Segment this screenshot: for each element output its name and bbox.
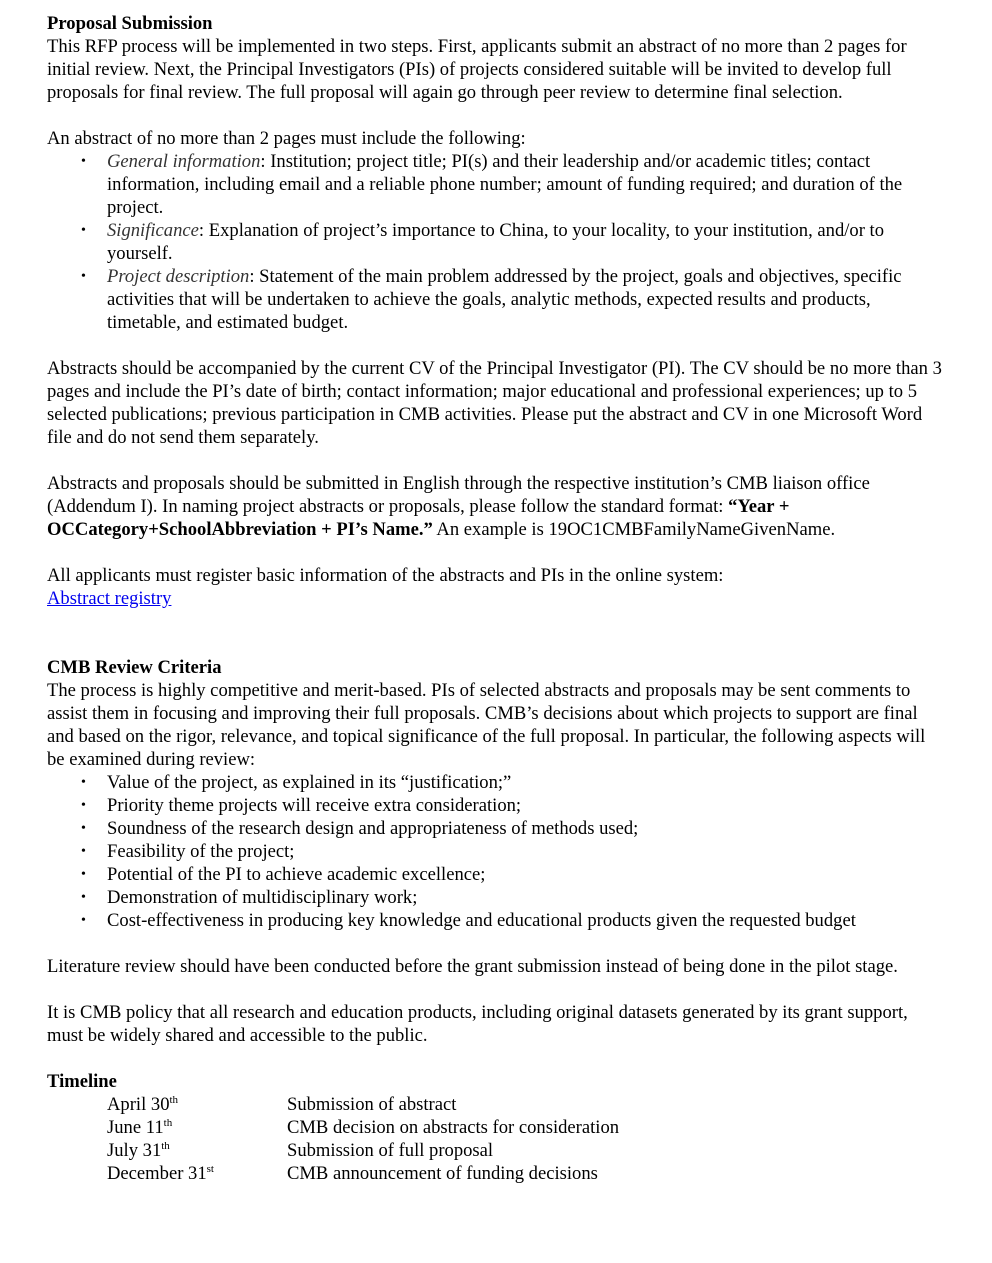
timeline-date: June 11th	[107, 1116, 173, 1138]
timeline-row	[47, 1139, 947, 1162]
list-item-term: Project description	[107, 266, 250, 287]
timeline-row	[47, 1162, 947, 1185]
review-intro: The process is highly competitive and merit-based. PIs of selected abstracts and proposals may be sent comments to assist them in focusing and improving their full proposals. CMB’s decisions about which projects to support are final and based on the rigor, relevance, and topical significance of the full proposal. In particular, the following aspects will be examined during review:	[47, 680, 926, 770]
abstract-requirements-list	[47, 150, 947, 334]
timeline-table	[47, 1093, 947, 1185]
timeline-date: July 31th	[107, 1139, 170, 1161]
document-page	[47, 12, 947, 1185]
abstract-registry-link[interactable]: Abstract registry	[47, 588, 172, 609]
list-item: • Cost-effectiveness in producing key knowledge and educational products given the requested budget	[47, 909, 947, 932]
timeline-date: December 31st	[107, 1162, 214, 1184]
list-item: • Priority theme projects will receive extra consideration;	[47, 794, 947, 817]
timeline-event: Submission of full proposal	[287, 1140, 494, 1161]
list-item: • Soundness of the research design and appropriateness of methods used;	[47, 817, 947, 840]
list-item: • Feasibility of the project;	[47, 840, 947, 863]
list-item-term: General information	[107, 151, 261, 172]
policy-paragraph: It is CMB policy that all research and education products, including original datasets generated by its grant support, must be widely shared and accessible to the public.	[47, 1002, 908, 1046]
cv-paragraph: Abstracts should be accompanied by the current CV of the Principal Investigator (PI). The CV should be no more than 3 pages and include the PI’s date of birth; contact information; major educational and professional experiences; up to 5 selected publications; previous participation in CMB activities. Please put the abstract and CV in one Microsoft Word file and do not send them separately.	[47, 358, 942, 448]
literature-paragraph: Literature review should have been conducted before the grant submission instead of being done in the pilot stage.	[47, 956, 898, 977]
list-item	[47, 265, 947, 334]
proposal-intro: This RFP process will be implemented in two steps. First, applicants submit an abstract of no more than 2 pages for initial review. Next, the Principal Investigators (PIs) of projects considered suitable will be invited to develop full proposals for final review. The full proposal will again go through peer review to determine final selection.	[47, 36, 907, 103]
abstract-lead: An abstract of no more than 2 pages must include the following:	[47, 128, 526, 149]
list-item	[47, 219, 947, 265]
list-item-text: : Statement of the main problem addressed by the project, goals and objectives, specific activities that will be undertaken to achieve the goals, analytic methods, expected results and products, timetable, and estimated budget.	[107, 266, 902, 333]
list-item: • Potential of the PI to achieve academic excellence;	[47, 863, 947, 886]
list-item	[47, 150, 947, 219]
list-item-text: : Institution; project title; PI(s) and their leadership and/or academic titles; contact information, including email and a reliable phone number; amount of funding required; and duration of the project.	[107, 151, 903, 218]
timeline-event: Submission of abstract	[287, 1094, 457, 1115]
list-item: • Demonstration of multidisciplinary work;	[47, 886, 947, 909]
register-text: All applicants must register basic information of the abstracts and PIs in the online system:	[47, 565, 724, 586]
timeline-event: CMB decision on abstracts for consideration	[287, 1117, 620, 1138]
timeline-date: April 30th	[107, 1093, 179, 1115]
timeline-heading: Timeline	[47, 1071, 117, 1092]
naming-suffix: An example is 19OC1CMBFamilyNameGivenName.	[432, 519, 836, 540]
proposal-heading: Proposal Submission	[47, 13, 213, 34]
list-item-term: Significance	[107, 220, 199, 241]
naming-prefix: Abstracts and proposals should be submitted in English through the respective institution’s CMB liaison office (Addendum I). In naming project abstracts or proposals, please follow the standard format:	[47, 473, 870, 517]
naming-paragraph	[47, 472, 947, 541]
review-criteria-list	[47, 771, 947, 932]
naming-format: “Year + OCCategory+SchoolAbbreviation + PI’s Name.”	[47, 496, 790, 540]
timeline-row	[47, 1093, 947, 1116]
timeline-event: CMB announcement of funding decisions	[287, 1163, 598, 1184]
timeline-row	[47, 1116, 947, 1139]
list-item: • Value of the project, as explained in its “justification;”	[47, 771, 947, 794]
review-heading: CMB Review Criteria	[47, 657, 222, 678]
list-item-text: : Explanation of project’s importance to China, to your locality, to your institution, and/or to yourself.	[107, 220, 885, 264]
